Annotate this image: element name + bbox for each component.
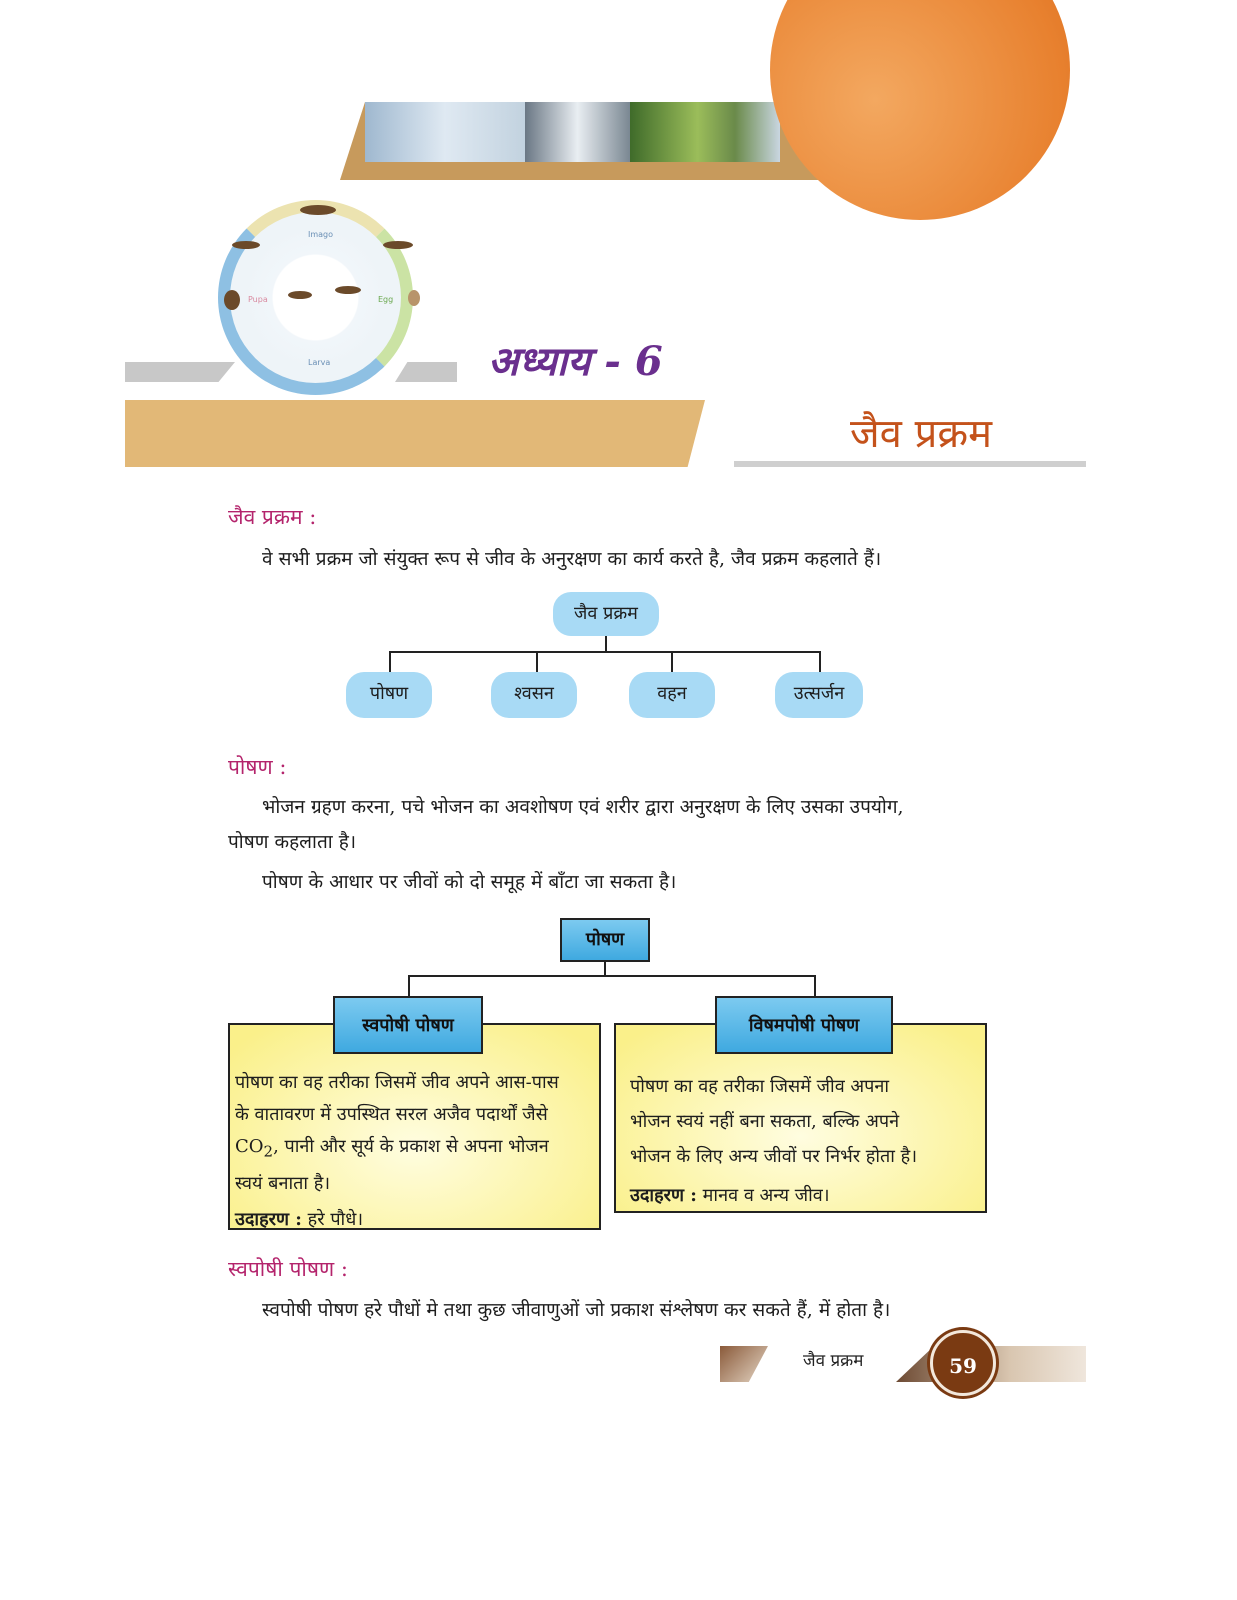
heterotrophic-line: पोषण का वह तरीका जिसमें जीव अपना [630,1076,890,1097]
autotrophic-line: के वातावरण में उपस्थित सरल अजैव पदार्थों जैसे [235,1104,548,1125]
nature-photo [630,102,780,162]
tree2-connector [408,975,816,977]
example-value: हरे पौधे। [307,1208,364,1230]
autotrophic-box [228,1023,601,1230]
section2-text2: पोषण के आधार पर जीवों को दो समूह में बाँटा जा सकता है। [262,871,677,893]
footer-chapter-label: जैव प्रक्रम [803,1351,864,1371]
chapter-title: जैव प्रक्रम [850,411,993,457]
co2-subscript: 2 [263,1142,274,1161]
dna-photo [365,102,525,162]
tree1-child-poshan: पोषण [346,672,432,718]
tree1-child-utsarjan: उत्सर्जन [775,672,863,718]
orange-circle-decoration [770,0,1070,220]
tree1-child-shwasan: श्वसन [491,672,577,718]
tree1-connector [819,651,821,673]
lifecycle-label-egg: Egg [378,295,394,304]
autotrophic-line: पोषण का वह तरीका जिसमें जीव अपने आस-पास [235,1072,559,1093]
autotrophic-line-rest: , पानी और सूर्य के प्रकाश से अपना भोजन [273,1136,549,1157]
tree2-root: पोषण [560,918,650,962]
autotrophic-example [235,1204,559,1236]
example-label: उदाहरण : [235,1208,302,1230]
lifecycle-label-pupa: Pupa [248,295,268,304]
tree1-connector [605,636,607,652]
autotrophic-title: स्वपोषी पोषण [333,996,483,1054]
autotrophic-description [235,1067,559,1236]
autotrophic-line: स्वयं बनाता है। [235,1172,331,1194]
tree2-connector [408,975,410,997]
heterotrophic-line: भोजन के लिए अन्य जीवों पर निर्भर होता है। [630,1146,918,1167]
heterotrophic-line: भोजन स्वयं नहीं बना सकता, बल्कि अपने [630,1111,900,1132]
footer-decoration-left [720,1346,768,1382]
tree1-root: जैव प्रक्रम [553,592,659,636]
mosquito-icons [218,190,428,400]
section2-text1-cont: पोषण कहलाता है। [228,831,357,853]
section1-text: वे सभी प्रक्रम जो संयुक्त रूप से जीव के अनुरक्षण का कार्य करते है, जैव प्रक्रम कहलाते हैं। [262,548,882,570]
heterotrophic-title: विषमपोषी पोषण [715,996,893,1054]
section-heading-poshan: पोषण : [228,755,287,779]
title-underline [734,461,1086,467]
co2-text: CO [235,1136,264,1157]
tree2-connector [604,962,606,976]
heterotrophic-example [630,1178,917,1213]
section-heading-jaiv-prakram: जैव प्रक्रम : [228,505,317,529]
section-heading-swaposhi-poshan: स्वपोषी पोषण : [228,1257,348,1281]
example-label: उदाहरण : [630,1185,697,1206]
section3-text: स्वपोषी पोषण हरे पौधों मे तथा कुछ जीवाणुओं जो प्रकाश संश्लेषण कर सकते हैं, में होता है। [262,1299,891,1321]
chapter-number: अध्याय - 6 [488,338,663,385]
tree1-child-vahan: वहन [629,672,715,718]
tree1-connector [389,651,391,673]
tree2-connector [814,975,816,997]
lifecycle-label-larva: Larva [308,358,331,367]
lifecycle-label-imago: Imago [308,230,334,239]
tree1-connector [389,651,821,653]
tree1-connector [671,651,673,673]
chapter-grey-strip-left [125,362,235,382]
microscope-photo [525,102,630,162]
heterotrophic-description [630,1069,917,1213]
section2-text1: भोजन ग्रहण करना, पचे भोजन का अवशोषण एवं शरीर द्वारा अनुरक्षण के लिए उसका उपयोग, [262,796,904,818]
example-value: मानव व अन्य जीव। [702,1185,830,1206]
autotrophic-line [235,1131,559,1168]
tree1-connector [536,651,538,673]
page-number: 59 [930,1330,996,1396]
chapter-tan-band [125,400,705,467]
